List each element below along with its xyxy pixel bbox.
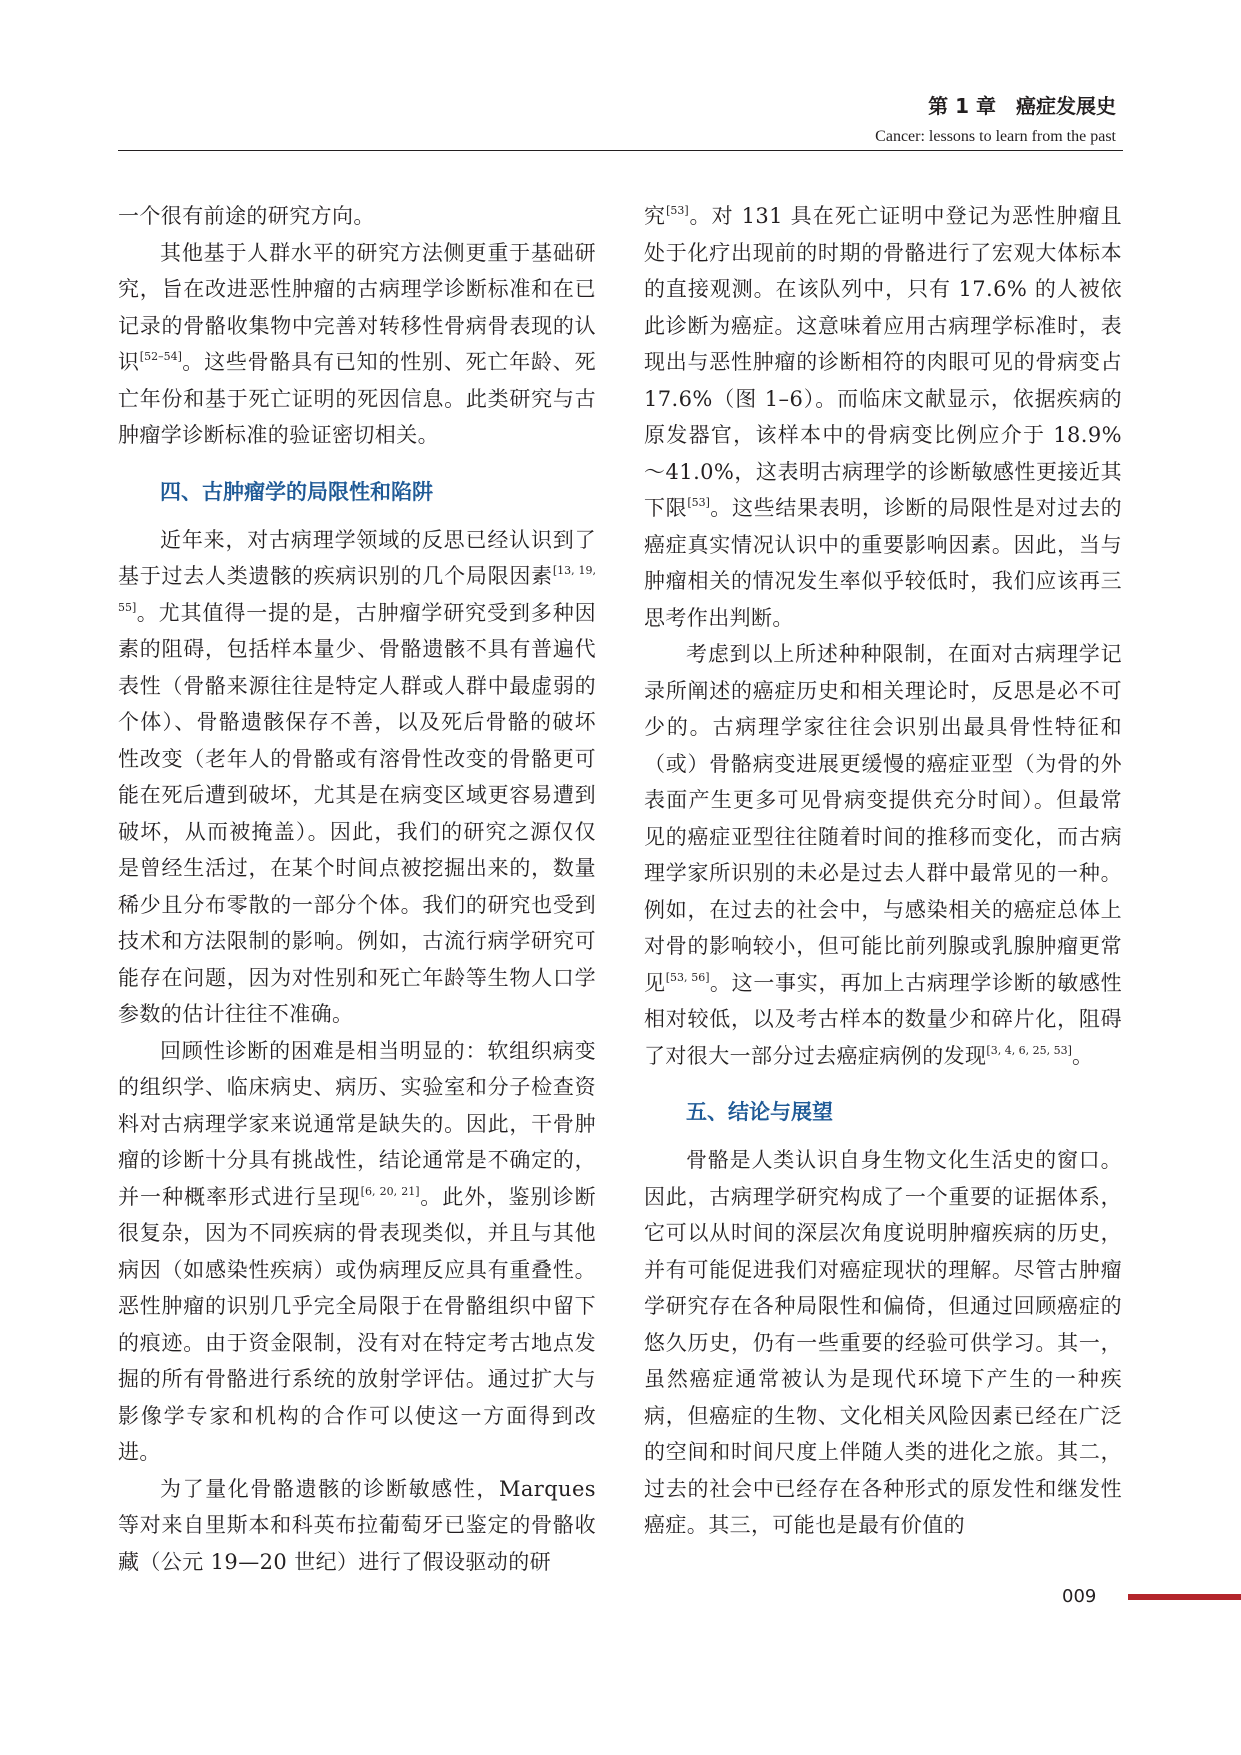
paragraph-text: 。此外，鉴别诊断很复杂，因为不同疾病的骨表现类似，并且与其他病因（如感染性疾病）或伪病理反应具有重叠性。恶性肿瘤的识别几乎完全局限于在骨骼组织中留下的痕迹。由于资金限制，没有对在特定考古地点发掘的所有骨骼进行系统的放射学评估。通过扩大与影像学专家和机构的合作可以使这一方面得到改进。: [118, 1184, 597, 1464]
left-column: [118, 198, 596, 1580]
paragraph: [644, 198, 1122, 636]
paragraph-text: 。这些骨骼具有已知的性别、死亡年龄、死亡年份和基于死亡证明的死因信息。此类研究与古肿瘤学诊断标准的验证密切相关。: [118, 350, 596, 447]
paragraph-text: 近年来，对古病理学领域的反思已经认识到了基于过去人类遗骸的疾病识别的几个局限因素: [118, 527, 596, 588]
paragraph-text: 。: [1071, 1043, 1094, 1068]
paragraph-text: 考虑到以上所述种种限制，在面对古病理学记录所阐述的癌症历史和相关理论时，反思是必不可少的。古病理学家往往会识别出最具骨性特征和（或）骨骼病变进展更缓慢的癌症亚型（为骨的外表面产生更多可见骨病变提供充分时间）。但最常见的癌症亚型往往随着时间的推移而变化，而古病理学家所识别的未必是过去人群中最常见的一种。例如，在过去的社会中，与感染相关的癌症总体上对骨的影响较小，但可能比前列腺或乳腺肿瘤更常见: [644, 642, 1122, 995]
page-accent-bar: [1128, 1594, 1241, 1600]
paragraph: [644, 636, 1122, 1074]
citation: [13, 19, 55]: [118, 564, 596, 614]
running-header: [875, 92, 1116, 150]
paragraph: 一个很有前途的研究方向。: [118, 204, 375, 228]
paragraph-text: 。尤其值得一提的是，古肿瘤学研究受到多种因素的阻碍，包括样本量少、骨骼遗骸不具有普遍代表性（骨骼来源往往是特定人群或人群中最虚弱的个体）、骨骼遗骸保存不善，以及死后骨骼的破坏性改变（老年人的骨骼或有溶骨性改变的骨骼更可能在死后遭到破坏，尤其是在病变区域更容易遭到破坏，从而被掩盖）。因此，我们的研究之源仅仅是曾经生活过，在某个时间点被挖掘出来的，数量稀少且分布零散的一部分个体。我们的研究也受到技术和方法限制的影响。例如，古流行病学研究可能存在问题，因为对性别和死亡年龄等生物人口学参数的估计往往不准确。: [118, 600, 596, 1026]
citation: [53, 56]: [665, 970, 710, 984]
paragraph: [118, 1033, 596, 1471]
page-number: 009: [1062, 1586, 1097, 1607]
chapter-title: 第 1 章 癌症发展史: [928, 94, 1116, 118]
citation: [52–54]: [139, 350, 182, 363]
citation: [53]: [687, 496, 710, 509]
citation: [6, 20, 21]: [360, 1184, 420, 1198]
paragraph-text: 。这一事实，再加上古病理学诊断的敏感性相对较低，以及考古样本的数量少和碎片化，阻碍了对很大一部分过去癌症病例的发现: [644, 970, 1123, 1068]
paragraph-text: 其他基于人群水平的研究方法侧更重于基础研究，旨在改进恶性肿瘤的古病理学诊断标准和在已记录的骨骼收集物中完善对转移性骨病骨表现的认识: [118, 240, 596, 374]
paragraph-text: 。对 131 具在死亡证明中登记为恶性肿瘤且处于化疗出现前的时期的骨骼进行了宏观大体标本的直接观测。在该队列中，只有 17.6% 的人被依此诊断为癌症。这意味着应用古病理学标准时，表现出与恶性肿瘤的诊断相符的肉眼可见的骨病变占 17.6%（图 1–6）。而临床文献显示，依据疾病的原发器官，该样本中的骨病变比例应介于 18.9%～41.0%，这表明古病理学的诊断敏感性更接近其下限: [644, 204, 1122, 520]
paragraph: [118, 235, 596, 454]
paragraph: [118, 522, 596, 1033]
paragraph-text: 。这些结果表明，诊断的局限性是对过去的癌症真实情况认识中的重要影响因素。因此，当与肿瘤相关的情况发生率似乎较低时，我们应该再三思考作出判断。: [644, 496, 1122, 630]
header-divider: [118, 150, 1123, 151]
citation: [3, 4, 6, 25, 53]: [986, 1043, 1072, 1057]
citation: [53]: [666, 204, 689, 217]
section-heading-4: 四、古肿瘤学的局限性和陷阱: [160, 479, 433, 504]
right-column: [644, 198, 1122, 1544]
paragraph-text: 究: [644, 204, 667, 228]
chapter-subtitle: Cancer: lessons to learn from the past: [875, 128, 1116, 145]
section-heading-5: 五、结论与展望: [686, 1100, 833, 1124]
paragraph: 骨骼是人类认识自身生物文化生活史的窗口。因此，古病理学研究构成了一个重要的证据体系，它可以从时间的深层次角度说明肿瘤疾病的历史，并有可能促进我们对癌症现状的理解。尽管古肿瘤学研究存在各种局限性和偏倚，但通过回顾癌症的悠久历史，仍有一些重要的经验可供学习。其一，虽然癌症通常被认为是现代环境下产生的一种疾病，但癌症的生物、文化相关风险因素已经在广泛的空间和时间尺度上伴随人类的进化之旅。其二，过去的社会中已经存在各种形式的原发性和继发性癌症。其三，可能也是最有价值的: [644, 1148, 1122, 1537]
paragraph-text: 回顾性诊断的困难是相当明显的：软组织病变的组织学、临床病史、病历、实验室和分子检查资料对古病理学家来说通常是缺失的。因此，干骨肿瘤的诊断十分具有挑战性，结论通常是不确定的，并一种概率形式进行呈现: [118, 1038, 596, 1209]
paragraph: 为了量化骨骼遗骸的诊断敏感性，Marques 等对来自里斯本和科英布拉葡萄牙已鉴定的骨骼收藏（公元 19—20 世纪）进行了假设驱动的研: [118, 1476, 596, 1574]
